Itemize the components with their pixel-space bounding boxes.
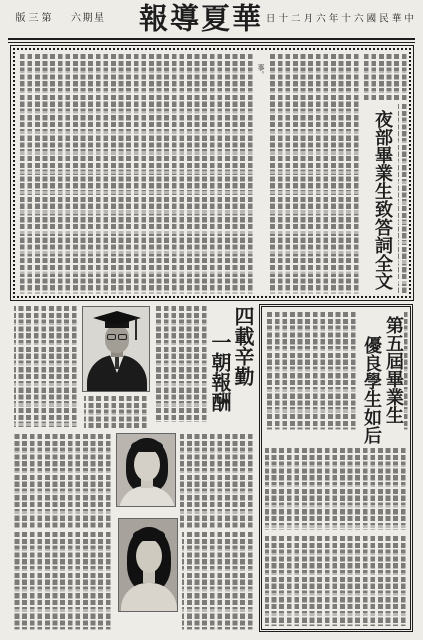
honor-list-names (265, 448, 407, 530)
portrait-photo-female-2 (118, 518, 178, 612)
face (136, 539, 162, 573)
masthead-rule-thin (8, 42, 415, 43)
honor-list-names (265, 536, 407, 626)
portrait-photo-female-1 (116, 433, 176, 507)
shoulders (119, 486, 175, 507)
portrait-photo-graduate (82, 306, 150, 392)
glasses-right (118, 334, 127, 340)
honor-list-names (265, 312, 357, 430)
article-body-text (14, 434, 112, 528)
honor-list-headline-line-1: 第五屆畢業生 (383, 316, 404, 424)
tassel (135, 318, 137, 340)
weekday: 星期六 (68, 12, 103, 22)
article-body-text (362, 54, 408, 100)
tie (115, 357, 119, 369)
article-body-text (14, 532, 112, 630)
face (134, 448, 160, 481)
article-body-text (18, 54, 254, 294)
page-number: 第三版 (13, 12, 50, 22)
hair-fringe (133, 529, 165, 541)
article-body-text (14, 306, 78, 428)
article-body-text (268, 54, 360, 294)
masthead-title: 華夏導報 (135, 3, 262, 32)
honor-list-intro-text (404, 312, 409, 430)
speech-headline: 夜部畢業生致答詞全文 (372, 110, 393, 290)
article-body-text (182, 532, 254, 630)
article-body-text (398, 104, 408, 294)
masthead-rule-thick (8, 38, 415, 40)
glasses-left (107, 334, 116, 340)
shoulders (121, 583, 177, 612)
graduation-headline-line-1: 四載辛勤 (231, 306, 255, 386)
mortarboard (93, 311, 141, 325)
honor-list-headline-line-2: 優良學生如后 (361, 336, 382, 444)
issue-date: 中華民國六十年六月二十日 (263, 13, 414, 23)
article-body-text (180, 434, 254, 528)
hair-fringe (131, 440, 163, 452)
article-body-text (84, 396, 148, 428)
graduation-headline-line-2: 一朝報酬 (208, 332, 232, 412)
article-body-text (154, 306, 208, 422)
column-end-text: 事。 (257, 64, 265, 78)
